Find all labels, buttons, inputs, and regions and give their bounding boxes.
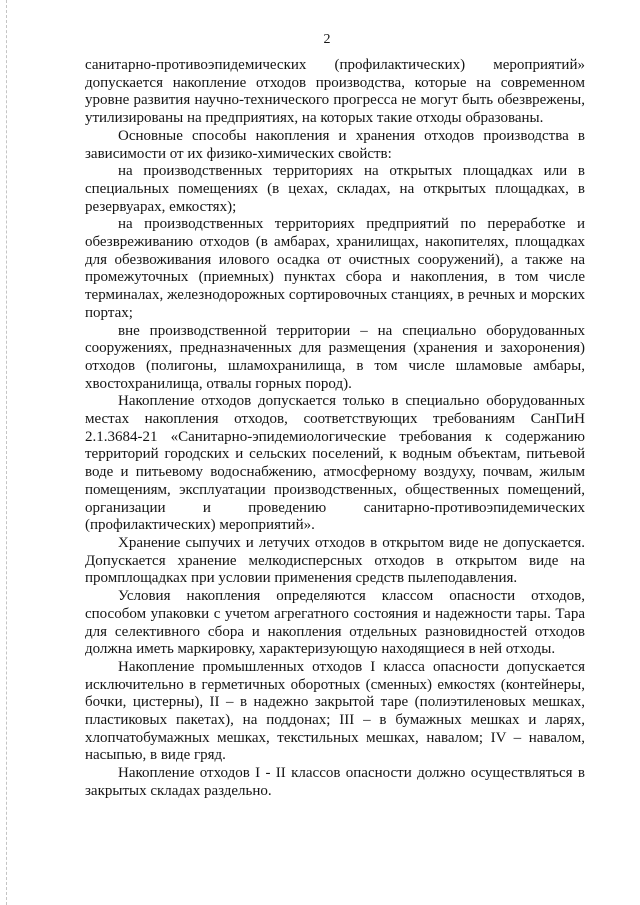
text-line: способом упаковки с учетом агрегатного состояния и надежности тары. Тара	[85, 605, 585, 622]
text-line: местах накопления отходов, соответствующих требованиям СанПиН	[85, 411, 585, 428]
text-line: утилизированы на предприятиях, на которых такие отходы образованы.	[85, 110, 544, 127]
text-line: Условия накопления определяются классом опасности отходов,	[118, 588, 585, 605]
text-line: воде и питьевому водоснабжению, атмосферному воздуху, почвам, жилым	[85, 464, 585, 481]
text-line: на производственных территориях предприятий по переработке и	[118, 216, 585, 233]
text-line: 2.1.3684-21 «Санитарно-эпидемиологические требования к содержанию	[85, 428, 585, 445]
paragraph	[85, 659, 585, 765]
text-line: насыпью, в виде гряд.	[85, 747, 226, 764]
paragraph	[85, 535, 585, 588]
text-line: уровне развития научно-технического прогресса не могут быть обезврежены,	[85, 92, 585, 109]
text-line: закрытых складах раздельно.	[85, 782, 272, 799]
text-line: Накопление отходов допускается только в специально оборудованных	[118, 393, 585, 410]
text-line: Накопление промышленных отходов I класса опасности допускается	[118, 658, 585, 675]
text-line: портах;	[85, 304, 133, 321]
document-body	[85, 57, 585, 801]
text-line: резервуарах, емкостях);	[85, 198, 237, 215]
text-line: Основные способы накопления и хранения отходов производства в	[118, 127, 585, 144]
scan-binding-edge	[6, 0, 7, 905]
text-line: обезвреживанию отходов (в амбарах, хранилищах, накопителях, площадках	[85, 234, 585, 251]
text-line: исключительно в герметичных оборотных (сменных) емкостях (контейнеры,	[85, 676, 585, 693]
text-line: санитарно-противоэпидемических (профилактических) мероприятий»	[85, 57, 585, 73]
text-line: бочки, цистерны), II – в надежно закрытой таре (полиэтиленовых мешках,	[85, 694, 585, 711]
paragraph	[85, 588, 585, 659]
text-line: промплощадках при условии применения средств пылеподавления.	[85, 570, 518, 587]
paragraph	[85, 57, 585, 128]
text-line: терминалах, железнодорожных сортировочных станциях, в речных и морских	[85, 287, 585, 304]
paragraph	[85, 163, 585, 216]
paragraph	[85, 216, 585, 322]
text-line: сооружениях, предназначенных для размещения (хранения и захоронения)	[85, 340, 585, 357]
paragraph	[85, 128, 585, 163]
page-number: 2	[323, 32, 331, 47]
text-line: для селективного сбора и накопления отдельных разновидностей отходов	[85, 623, 585, 640]
text-line: на производственных территориях на открытых площадках или в	[118, 163, 585, 180]
text-line: должна иметь маркировку, характеризующую находящиеся в ней отходы.	[85, 641, 556, 658]
text-line: промежуточных (приемных) пунктах сбора и накопления, в том числе	[85, 269, 585, 286]
text-line: хвостохранилища, отвалы горных пород).	[85, 375, 352, 392]
text-line: отходов (полигоны, шламохранилища, в том числе шламовые амбары,	[85, 357, 585, 374]
text-line: допускается накопление отходов производства, которые на современном	[85, 74, 585, 91]
text-line: помещениям, эксплуатации производственных, общественных помещений,	[85, 481, 585, 498]
text-line: организации и проведению санитарно-противоэпидемических	[85, 499, 585, 516]
text-line: вне производственной территории – на специально оборудованных	[118, 322, 585, 339]
text-line: для обезвоживания илового осадка от очистных сооружений), а также на	[85, 251, 585, 268]
text-line: хлопчатобумажных мешках, текстильных мешках, навалом; IV – навалом,	[85, 729, 585, 746]
text-line: территорий городских и сельских поселений, к водным объектам, питьевой	[85, 446, 585, 463]
paragraph	[85, 393, 585, 535]
text-line: Хранение сыпучих и летучих отходов в открытом виде не допускается.	[118, 534, 585, 551]
text-line: зависимости от их физико-химических свойств:	[85, 145, 392, 162]
text-line: (профилактических) мероприятий».	[85, 517, 315, 534]
text-line: Накопление отходов I - II классов опасности должно осуществляться в	[118, 765, 585, 782]
paragraph	[85, 765, 585, 800]
paragraph	[85, 323, 585, 394]
text-line: Допускается хранение мелкодисперсных отходов в открытом виде на	[85, 552, 585, 569]
text-line: специальных помещениях (в цехах, складах, на открытых площадках, в	[85, 180, 585, 197]
text-line: пластиковых пакетах), на поддонах; III – в бумажных мешках и ларях,	[85, 712, 585, 729]
